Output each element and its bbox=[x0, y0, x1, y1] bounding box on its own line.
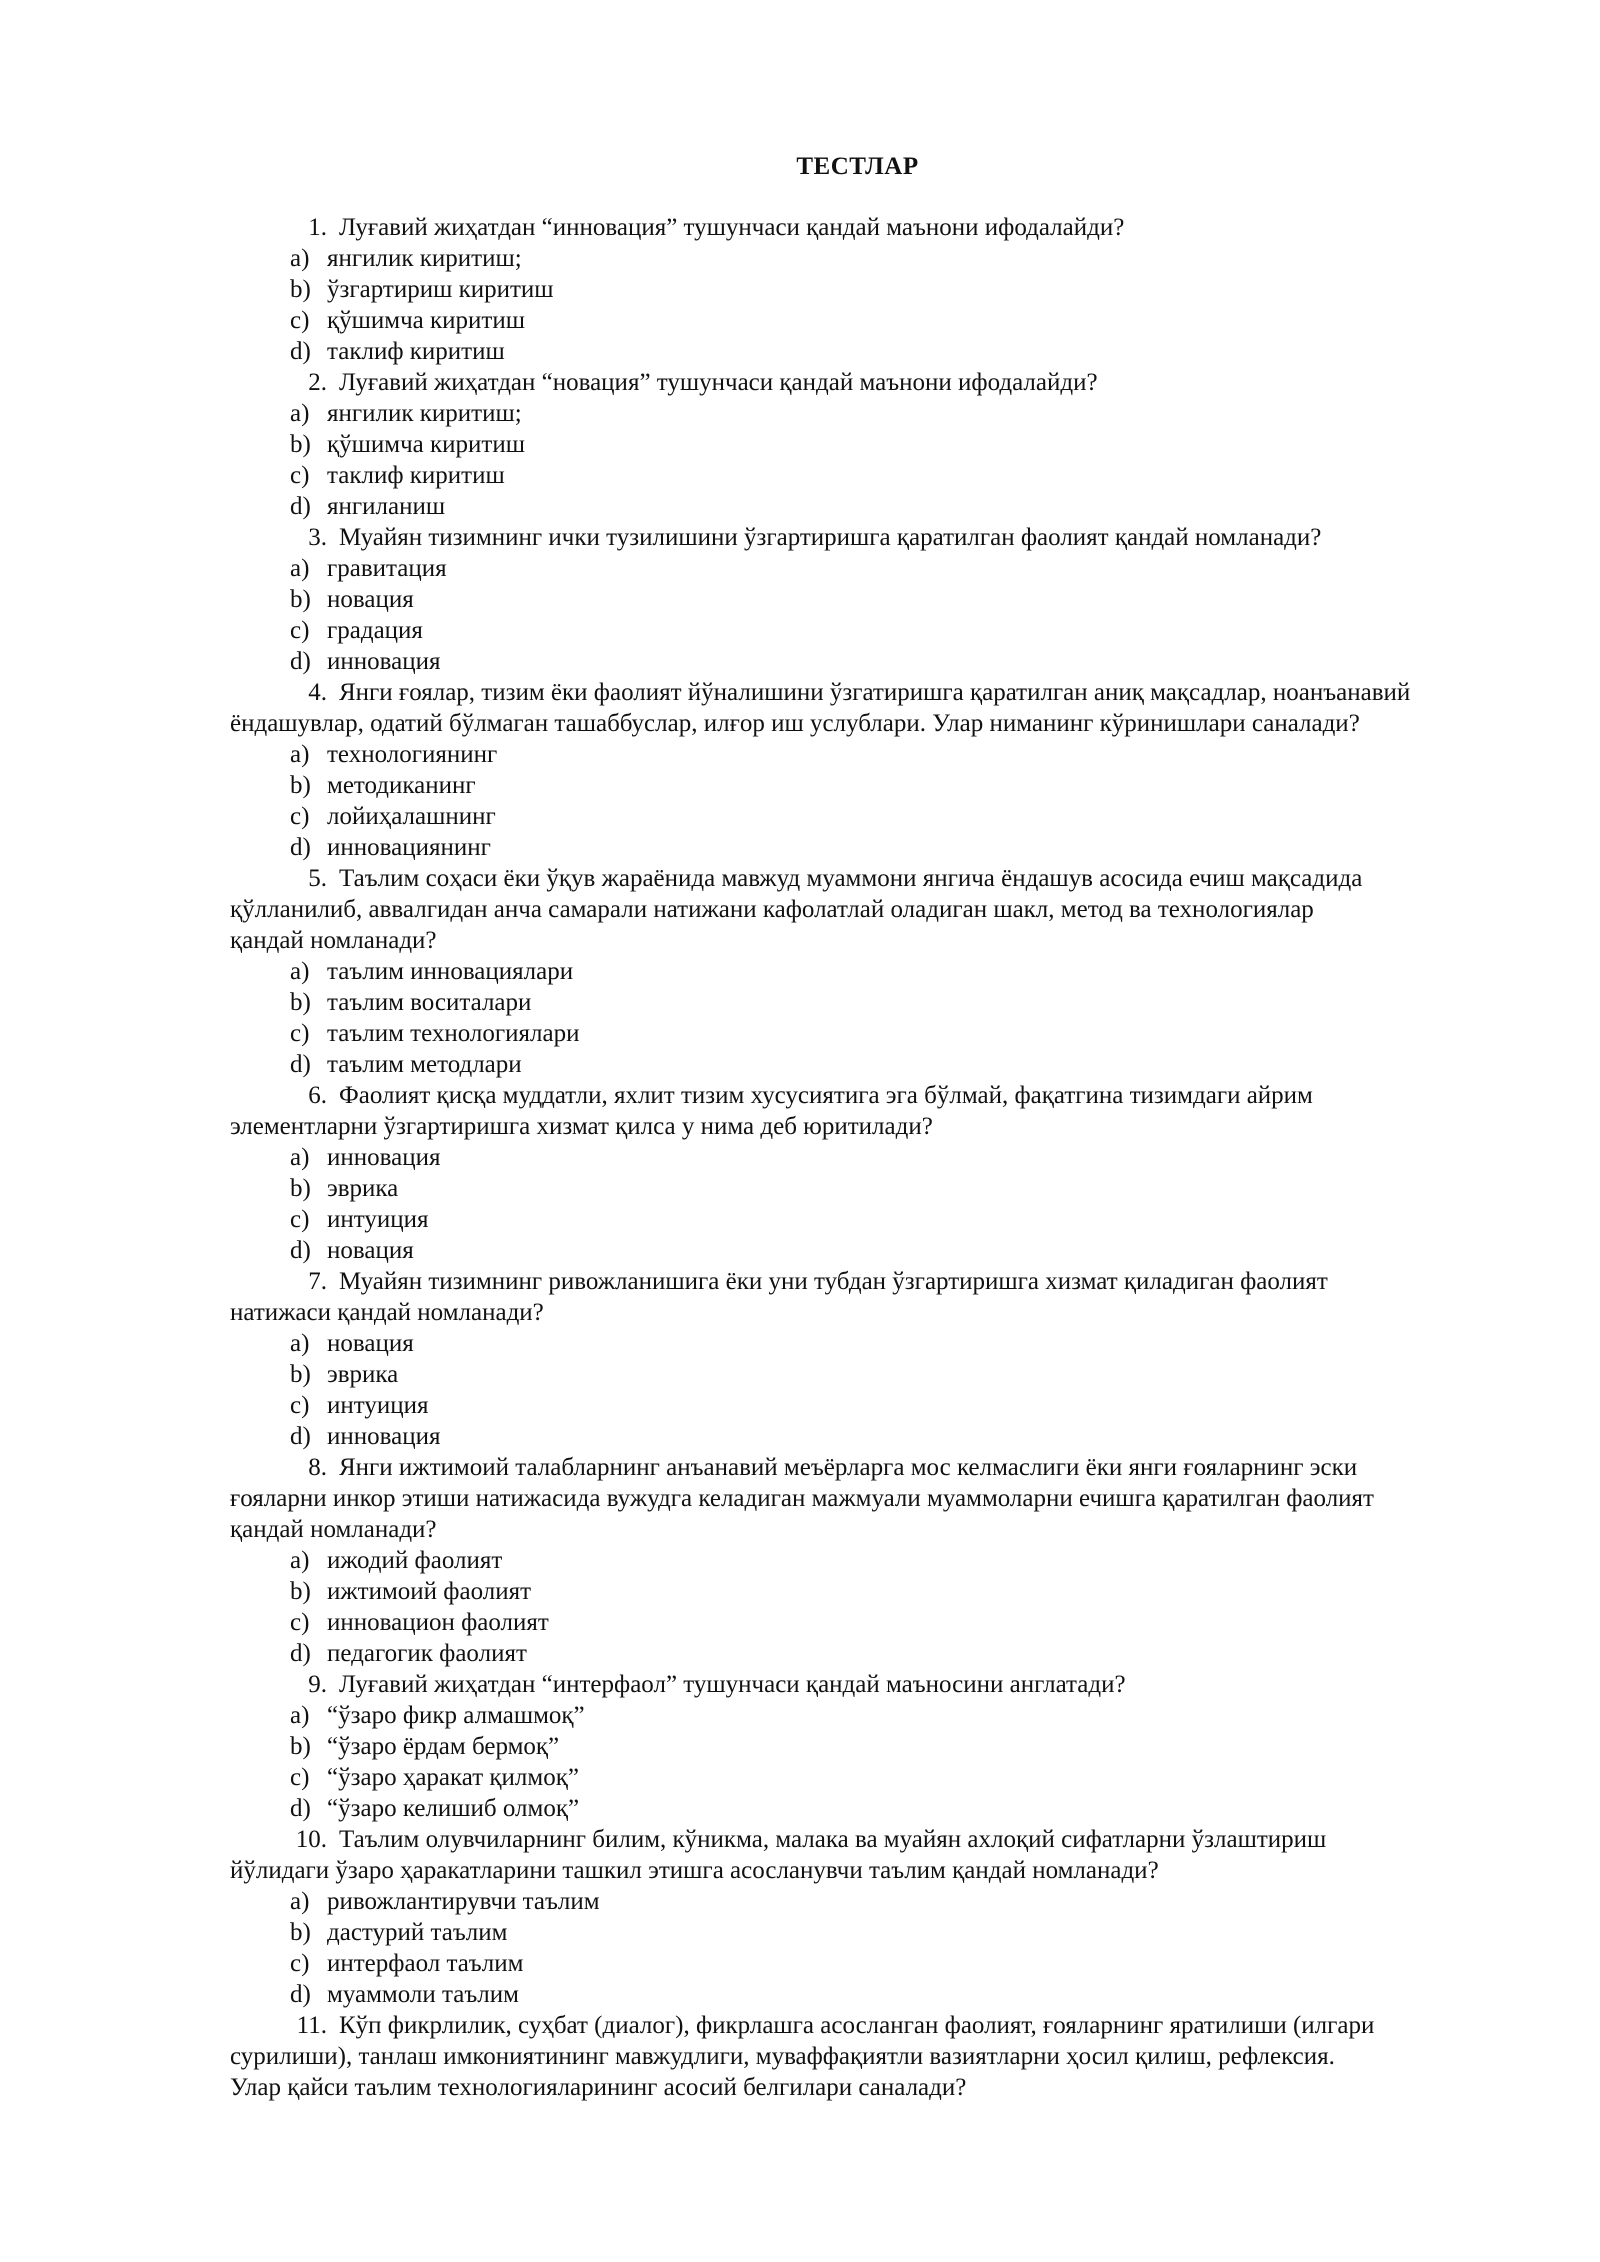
question-text: натижаси қандай номланади? bbox=[230, 1299, 544, 1326]
question-line bbox=[0, 522, 1600, 553]
answer-option bbox=[0, 429, 1600, 460]
option-text: янгилик киритиш; bbox=[327, 245, 522, 272]
question-line bbox=[0, 212, 1600, 243]
answer-option bbox=[0, 336, 1600, 367]
option-text: градация bbox=[327, 617, 423, 644]
option-letter: d) bbox=[290, 1981, 311, 2008]
question-text: Таълим соҳаси ёки ўқув жараёнида мавжуд муаммони янгича ёндашув асосида ечиш мақсадида bbox=[339, 865, 1363, 892]
option-text: инновациянинг bbox=[327, 834, 491, 861]
option-letter: a) bbox=[290, 741, 310, 768]
option-letter: a) bbox=[290, 555, 310, 582]
option-letter: c) bbox=[290, 1764, 310, 1791]
question-continuation-line bbox=[0, 1514, 1600, 1545]
option-letter: a) bbox=[290, 1144, 310, 1171]
answer-option bbox=[0, 1576, 1600, 1607]
question-number: 9. bbox=[308, 1671, 327, 1698]
option-letter: b) bbox=[290, 1919, 311, 1946]
answer-option bbox=[0, 1917, 1600, 1948]
option-letter: c) bbox=[290, 1609, 310, 1636]
question-block bbox=[0, 367, 1600, 522]
answer-option bbox=[0, 1886, 1600, 1917]
question-text: Луғавий жиҳатдан “инновация” тушунчаси қандай маънони ифодалайди? bbox=[339, 214, 1125, 241]
answer-option bbox=[0, 460, 1600, 491]
option-letter: c) bbox=[290, 1020, 310, 1047]
option-text: лойиҳалашнинг bbox=[327, 803, 496, 830]
option-text: педагогик фаолият bbox=[327, 1640, 527, 1667]
question-continuation-line bbox=[0, 2041, 1600, 2072]
question-text: қандай номланади? bbox=[230, 927, 437, 954]
option-text: янгилик киритиш; bbox=[327, 400, 522, 427]
option-text: инновация bbox=[327, 1144, 441, 1171]
option-letter: d) bbox=[290, 834, 311, 861]
answer-option bbox=[0, 1731, 1600, 1762]
answer-option bbox=[0, 646, 1600, 677]
page-title: ТЕСТЛАР bbox=[796, 153, 919, 180]
question-line bbox=[0, 1080, 1600, 1111]
answer-option bbox=[0, 1545, 1600, 1576]
question-text: қандай номланади? bbox=[230, 1516, 437, 1543]
option-letter: a) bbox=[290, 400, 310, 427]
question-continuation-line bbox=[0, 1483, 1600, 1514]
question-line bbox=[0, 863, 1600, 894]
option-text: қўшимча киритиш bbox=[327, 431, 525, 458]
question-text: Луғавий жиҳатдан “интерфаол” тушунчаси қандай маъносини англатади? bbox=[339, 1671, 1126, 1698]
question-text: Кўп фикрлилик, суҳбат (диалог), фикрлашга асосланган фаолият, ғояларнинг яратилиши (илгари bbox=[339, 2012, 1375, 2039]
option-text: “ўзаро ҳаракат қилмоқ” bbox=[327, 1764, 579, 1791]
answer-option bbox=[0, 1762, 1600, 1793]
option-letter: b) bbox=[290, 1578, 311, 1605]
option-letter: a) bbox=[290, 245, 310, 272]
answer-option bbox=[0, 553, 1600, 584]
question-block bbox=[0, 677, 1600, 863]
answer-option bbox=[0, 584, 1600, 615]
answer-option bbox=[0, 1204, 1600, 1235]
option-letter: c) bbox=[290, 803, 310, 830]
option-letter: b) bbox=[290, 1175, 311, 1202]
answer-option bbox=[0, 1235, 1600, 1266]
option-text: таклиф киритиш bbox=[327, 338, 505, 365]
answer-option bbox=[0, 615, 1600, 646]
option-letter: d) bbox=[290, 1795, 311, 1822]
question-block bbox=[0, 863, 1600, 1080]
question-block bbox=[0, 522, 1600, 677]
question-block bbox=[0, 2010, 1600, 2103]
question-block bbox=[0, 1669, 1600, 1824]
option-letter: d) bbox=[290, 338, 311, 365]
option-text: муаммоли таълим bbox=[327, 1981, 519, 2008]
option-letter: a) bbox=[290, 1330, 310, 1357]
option-text: дастурий таълим bbox=[327, 1919, 508, 1946]
option-letter: a) bbox=[290, 1547, 310, 1574]
option-text: таълим инновациялари bbox=[327, 958, 574, 985]
question-text: Улар қайси таълим технологияларининг асосий белгилари саналади? bbox=[230, 2074, 967, 2101]
answer-option bbox=[0, 1421, 1600, 1452]
question-line bbox=[0, 1266, 1600, 1297]
question-text: ёндашувлар, одатий бўлмаган ташаббуслар, илғор иш услублари. Улар ниманинг кўринишлари саналади? bbox=[230, 710, 1360, 737]
option-text: технологиянинг bbox=[327, 741, 498, 768]
option-letter: b) bbox=[290, 989, 311, 1016]
question-text: қўлланилиб, аввалгидан анча самарали натижани кафолатлай оладиган шакл, метод ва технологиялар bbox=[230, 896, 1314, 923]
option-text: методиканинг bbox=[327, 772, 476, 799]
question-text: Фаолият қисқа муддатли, яхлит тизим хусусиятига эга бўлмай, фақатгина тизимдаги айрим bbox=[339, 1082, 1313, 1109]
test-list bbox=[0, 212, 1600, 2103]
question-text: элементларни ўзгартиришга хизмат қилса у нима деб юритилади? bbox=[230, 1113, 933, 1140]
option-letter: c) bbox=[290, 617, 310, 644]
question-line bbox=[0, 367, 1600, 398]
answer-option bbox=[0, 1979, 1600, 2010]
answer-option bbox=[0, 1328, 1600, 1359]
option-text: “ўзаро ёрдам бермоқ” bbox=[327, 1733, 560, 1760]
question-continuation-line bbox=[0, 925, 1600, 956]
option-text: инновацион фаолият bbox=[327, 1609, 549, 1636]
option-text: инновация bbox=[327, 1423, 441, 1450]
question-line bbox=[0, 1452, 1600, 1483]
question-block bbox=[0, 1824, 1600, 2010]
question-block bbox=[0, 1266, 1600, 1452]
option-text: инновация bbox=[327, 648, 441, 675]
answer-option bbox=[0, 243, 1600, 274]
option-letter: c) bbox=[290, 1392, 310, 1419]
question-text: йўлидаги ўзаро ҳаракатларини ташкил этишга асосланувчи таълим қандай номланади? bbox=[230, 1857, 1159, 1884]
question-block bbox=[0, 1452, 1600, 1669]
answer-option bbox=[0, 1700, 1600, 1731]
answer-option bbox=[0, 987, 1600, 1018]
question-continuation-line bbox=[0, 1111, 1600, 1142]
option-letter: b) bbox=[290, 276, 311, 303]
option-letter: b) bbox=[290, 1361, 311, 1388]
answer-option bbox=[0, 1359, 1600, 1390]
question-number: 3. bbox=[308, 524, 327, 551]
question-text: Янги ижтимоий талабларнинг анъанавий меъёрларга мос келмаслиги ёки янги ғояларнинг эски bbox=[339, 1454, 1358, 1481]
option-text: эврика bbox=[327, 1361, 399, 1388]
answer-option bbox=[0, 305, 1600, 336]
option-letter: d) bbox=[290, 1423, 311, 1450]
question-continuation-line bbox=[0, 894, 1600, 925]
option-letter: c) bbox=[290, 1950, 310, 1977]
option-letter: b) bbox=[290, 1733, 311, 1760]
question-number: 6. bbox=[308, 1082, 327, 1109]
option-text: таълим технологиялари bbox=[327, 1020, 580, 1047]
question-text: Муайян тизимнинг ривожланишига ёки уни тубдан ўзгартиришга хизмат қиладиган фаолият bbox=[339, 1268, 1328, 1295]
option-letter: c) bbox=[290, 462, 310, 489]
question-continuation-line bbox=[0, 1855, 1600, 1886]
answer-option bbox=[0, 1173, 1600, 1204]
option-text: интуиция bbox=[327, 1392, 429, 1419]
question-continuation-line bbox=[0, 2072, 1600, 2103]
answer-option bbox=[0, 956, 1600, 987]
option-letter: a) bbox=[290, 1702, 310, 1729]
question-number: 1. bbox=[308, 214, 327, 241]
question-number: 10. bbox=[295, 1826, 327, 1853]
option-text: қўшимча киритиш bbox=[327, 307, 525, 334]
answer-option bbox=[0, 1049, 1600, 1080]
answer-option bbox=[0, 274, 1600, 305]
answer-option bbox=[0, 398, 1600, 429]
option-text: таклиф киритиш bbox=[327, 462, 505, 489]
question-number: 8. bbox=[308, 1454, 327, 1481]
question-line bbox=[0, 2010, 1600, 2041]
question-line bbox=[0, 1824, 1600, 1855]
question-number: 4. bbox=[308, 679, 327, 706]
option-letter: b) bbox=[290, 772, 311, 799]
option-text: ўзгартириш киритиш bbox=[327, 276, 554, 303]
question-continuation-line bbox=[0, 1297, 1600, 1328]
answer-option bbox=[0, 1793, 1600, 1824]
option-letter: a) bbox=[290, 1888, 310, 1915]
question-block bbox=[0, 212, 1600, 367]
question-number: 2. bbox=[308, 369, 327, 396]
option-letter: d) bbox=[290, 1051, 311, 1078]
option-letter: c) bbox=[290, 1206, 310, 1233]
question-text: Муайян тизимнинг ички тузилишини ўзгартиришга қаратилган фаолият қандай номланади? bbox=[339, 524, 1322, 551]
answer-option bbox=[0, 1607, 1600, 1638]
answer-option bbox=[0, 832, 1600, 863]
question-text: ғояларни инкор этиши натижасида вужудга келадиган мажмуали муаммоларни ечишга қаратилган фаолият bbox=[230, 1485, 1374, 1512]
question-number: 11. bbox=[296, 2012, 327, 2039]
question-line bbox=[0, 1669, 1600, 1700]
answer-option bbox=[0, 491, 1600, 522]
option-text: таълим воситалари bbox=[327, 989, 532, 1016]
option-text: новация bbox=[327, 1237, 414, 1264]
question-line bbox=[0, 677, 1600, 708]
answer-option bbox=[0, 770, 1600, 801]
option-text: таълим методлари bbox=[327, 1051, 522, 1078]
option-letter: c) bbox=[290, 307, 310, 334]
option-text: интерфаол таълим bbox=[327, 1950, 524, 1977]
answer-option bbox=[0, 1018, 1600, 1049]
option-text: гравитация bbox=[327, 555, 447, 582]
answer-option bbox=[0, 801, 1600, 832]
option-letter: a) bbox=[290, 958, 310, 985]
answer-option bbox=[0, 739, 1600, 770]
question-text: Янги ғоялар, тизим ёки фаолият йўналишини ўзгатиришга қаратилган аниқ мақсадлар, ноанъанавий bbox=[339, 679, 1411, 706]
option-letter: d) bbox=[290, 1640, 311, 1667]
option-text: ижодий фаолият bbox=[327, 1547, 503, 1574]
option-letter: b) bbox=[290, 431, 311, 458]
question-continuation-line bbox=[0, 708, 1600, 739]
option-text: эврика bbox=[327, 1175, 399, 1202]
option-text: “ўзаро фикр алмашмоқ” bbox=[327, 1702, 585, 1729]
option-text: “ўзаро келишиб олмоқ” bbox=[327, 1795, 580, 1822]
option-text: интуиция bbox=[327, 1206, 429, 1233]
option-text: новация bbox=[327, 586, 414, 613]
answer-option bbox=[0, 1390, 1600, 1421]
option-letter: d) bbox=[290, 1237, 311, 1264]
question-text: Луғавий жиҳатдан “новация” тушунчаси қандай маънони ифодалайди? bbox=[339, 369, 1098, 396]
option-letter: d) bbox=[290, 648, 311, 675]
question-block bbox=[0, 1080, 1600, 1266]
option-text: ривожлантирувчи таълим bbox=[327, 1888, 600, 1915]
option-text: янгиланиш bbox=[327, 493, 446, 520]
option-text: ижтимоий фаолият bbox=[327, 1578, 532, 1605]
question-text: сурилиши), танлаш имкониятининг мавжудлиги, муваффақиятли вазиятларни ҳосил қилиш, рефлексия. bbox=[230, 2043, 1335, 2070]
option-letter: b) bbox=[290, 586, 311, 613]
question-text: Таълим олувчиларнинг билим, кўникма, малака ва муайян ахлоқий сифатларни ўзлаштириш bbox=[339, 1826, 1327, 1853]
answer-option bbox=[0, 1948, 1600, 1979]
question-number: 7. bbox=[308, 1268, 327, 1295]
answer-option bbox=[0, 1638, 1600, 1669]
answer-option bbox=[0, 1142, 1600, 1173]
question-number: 5. bbox=[308, 865, 327, 892]
option-letter: d) bbox=[290, 493, 311, 520]
option-text: новация bbox=[327, 1330, 414, 1357]
